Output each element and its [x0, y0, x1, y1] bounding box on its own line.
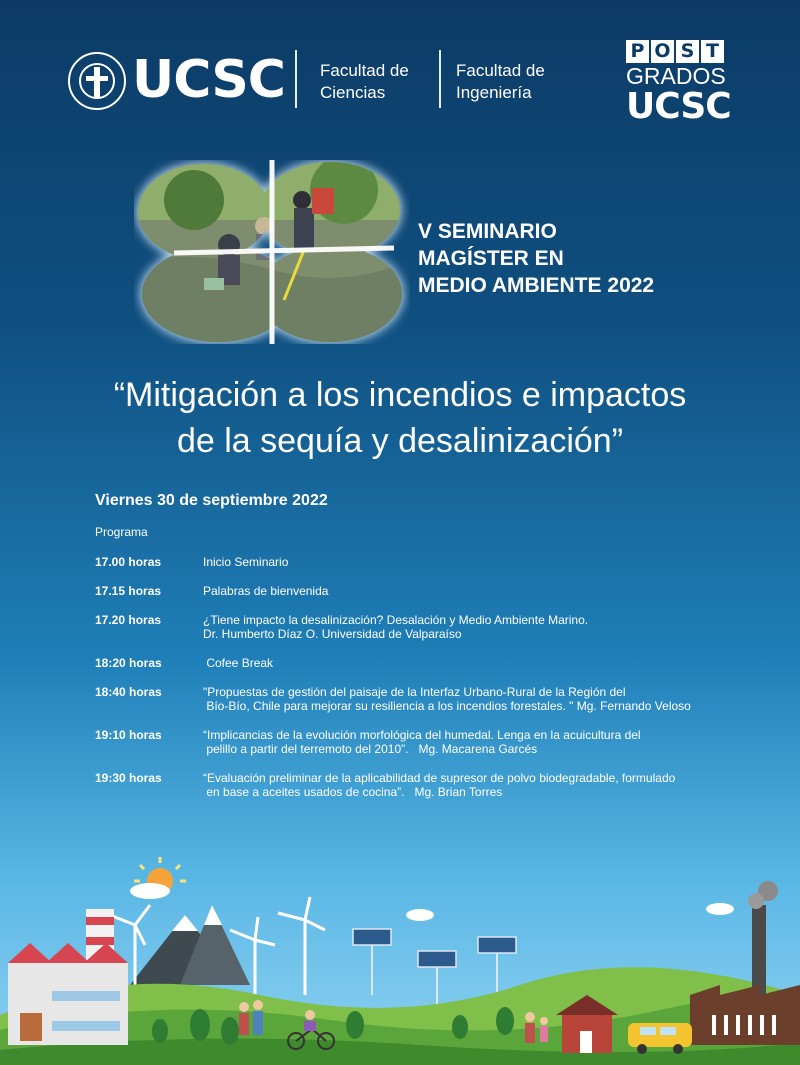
ucsc-logo-text: UCSC — [132, 50, 285, 110]
faculty-ciencias-line-1: Facultad de — [320, 61, 409, 80]
postgrados-ucsc: UCSC — [626, 86, 731, 127]
schedule-description — [203, 584, 763, 598]
schedule-time: 18:20 horas — [95, 656, 162, 670]
schedule-description — [203, 555, 763, 569]
program-label: Programa — [95, 525, 148, 539]
schedule-line: en base a aceites usados de cocina”. Mg. Brian Torres — [203, 785, 503, 799]
event-date: Viernes 30 de septiembre 2022 — [95, 492, 328, 509]
schedule-time: 18:40 horas — [95, 685, 162, 699]
main-title — [30, 372, 770, 464]
main-title-line: “Mitigación a los incendios e impactos — [113, 376, 687, 414]
schedule-line: ¿Tiene impacto la desalinización? Desalación y Medio Ambiente Marino. — [203, 613, 589, 627]
factory-building-right — [690, 881, 800, 1045]
factory-building — [8, 909, 128, 1045]
schedule-description — [203, 656, 763, 670]
schedule-line: Cofee Break — [203, 656, 274, 670]
schedule-line: Dr. Humberto Díaz O. Universidad de Valparaíso — [203, 627, 462, 641]
post-letter: S — [676, 40, 699, 63]
header-divider — [295, 50, 297, 108]
schedule-line: Bío-Bío, Chile para mejorar su resiliencia a los incendios forestales. " Mg. Fernando Veloso — [203, 699, 691, 713]
faculty-ingenieria — [456, 60, 545, 104]
seminar-title-line: MAGÍSTER EN — [418, 247, 564, 270]
header-divider — [439, 50, 441, 108]
faculty-ingenieria-line-1: Facultad de — [456, 61, 545, 80]
schedule-line: Inicio Seminario — [203, 555, 289, 569]
seminar-title — [418, 218, 654, 299]
schedule-time: 17.00 horas — [95, 555, 162, 569]
schedule-line: “Evaluación preliminar de la aplicabilidad de supresor de polvo biodegradable, formulado — [203, 771, 676, 785]
schedule-time: 19:10 horas — [95, 728, 162, 742]
schedule-line: pelillo a partir del terremoto del 2010”. Mg. Macarena Garcés — [203, 742, 538, 756]
schedule-description — [203, 613, 763, 641]
post-letter: O — [651, 40, 674, 63]
schedule-time: 17.15 horas — [95, 584, 162, 598]
post-letter: P — [626, 40, 649, 63]
schedule-description — [203, 728, 763, 756]
schedule-line: "Propuestas de gestión del paisaje de la Interfaz Urbano-Rural de la Región del — [203, 685, 626, 699]
field-work-photo — [134, 160, 410, 344]
post-letter: T — [701, 40, 724, 63]
postgrados-grados: GRADOS — [626, 63, 726, 89]
seminar-title-line: MEDIO AMBIENTE 2022 — [418, 274, 655, 297]
faculty-ingenieria-line-2: Ingeniería — [456, 83, 532, 102]
seminar-title-line: V SEMINARIO — [418, 220, 557, 243]
faculty-ciencias — [320, 60, 409, 104]
eco-landscape-illustration — [0, 845, 800, 1065]
schedule-line: Palabras de bienvenida — [203, 584, 329, 598]
main-title-line: de la sequía y desalinización” — [176, 422, 624, 460]
university-seal-logo — [68, 52, 126, 110]
schedule-time: 17.20 horas — [95, 613, 162, 627]
schedule-description — [203, 771, 763, 799]
schedule-description — [203, 685, 763, 713]
schedule-line: “Implicancias de la evolución morfológica del humedal. Lenga en la acuicultura del — [203, 728, 641, 742]
faculty-ciencias-line-2: Ciencias — [320, 83, 386, 102]
schedule-time: 19:30 horas — [95, 771, 162, 785]
postgrados-post-letters — [626, 40, 728, 63]
postgrados-logo — [626, 40, 731, 128]
